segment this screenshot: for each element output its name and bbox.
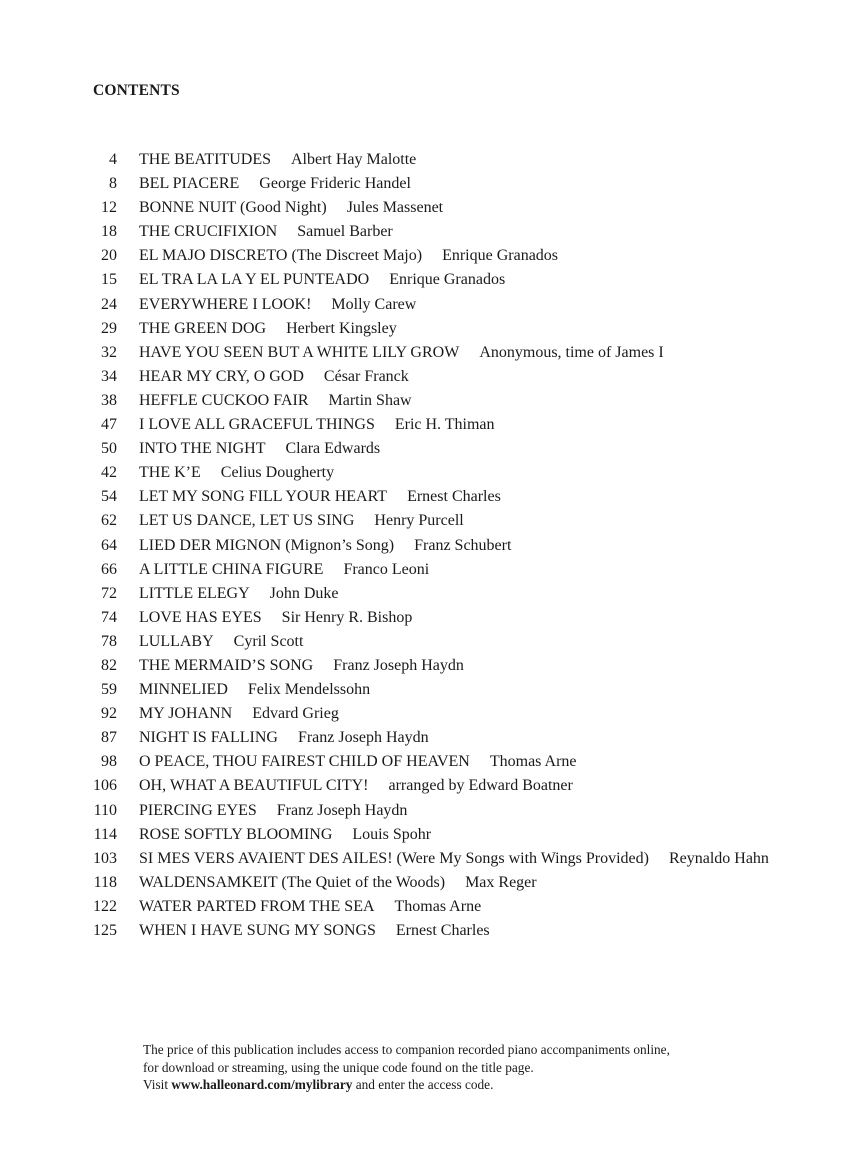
library-link[interactable]: www.halleonard.com/mylibrary [171,1077,353,1093]
composer-name: arranged by Edward Boatner [388,777,573,795]
contents-entry[interactable] [80,558,860,582]
page-number: 34 [101,367,117,385]
contents-entry[interactable] [80,268,860,292]
page-number: 38 [101,391,117,409]
song-title: WATER PARTED FROM THE SEA [139,897,375,915]
page-number: 122 [93,897,117,915]
page-number: 110 [93,801,117,819]
composer-name: Jules Massenet [346,199,444,217]
composer-name: Enrique Granados [442,247,559,265]
contents-entry[interactable] [80,895,860,919]
composer-name: Louis Spohr [352,825,432,843]
song-title: HEAR MY CRY, O GOD [139,367,304,385]
contents-entry[interactable] [80,774,860,798]
song-title: BEL PIACERE [139,175,240,193]
footer-line-2: for download or streaming, using the unique code found on the title page. [143,1059,534,1075]
footer-note [143,1041,843,1094]
song-title: THE MERMAID’S SONG [139,656,314,674]
song-title: LIED DER MIGNON (Mignon’s Song) [139,536,395,554]
song-title: NIGHT IS FALLING [139,729,278,747]
page-number: 66 [101,560,117,578]
page-number: 8 [109,175,117,193]
song-title: SI MES VERS AVAIENT DES AILES! (Were My Songs with Wings Provided) [139,849,649,867]
page-number: 59 [101,681,117,699]
contents-entry[interactable] [80,678,860,702]
contents-entry[interactable] [80,341,860,365]
contents-entry[interactable] [80,799,860,823]
footer-line-1: The price of this publication includes access to companion recorded piano accompaniments online, [143,1042,670,1057]
contents-entry[interactable] [80,630,860,654]
composer-name: Anonymous, time of James I [479,343,664,361]
page-number: 29 [101,319,117,337]
song-title: ROSE SOFTLY BLOOMING [139,825,333,843]
song-title: THE BEATITUDES [139,151,271,168]
page-number: 98 [101,753,117,771]
song-title: PIERCING EYES [139,801,257,819]
composer-name: Cyril Scott [233,632,304,650]
contents-entry[interactable] [80,437,860,461]
composer-name: Henry Purcell [374,512,464,530]
song-title: HEFFLE CUCKOO FAIR [139,391,309,409]
contents-entry[interactable] [80,823,860,847]
contents-entry[interactable] [80,750,860,774]
page-number: 78 [101,632,117,650]
page-number: 106 [93,777,117,795]
contents-entry[interactable] [80,413,860,437]
page-number: 47 [101,416,117,434]
song-title: OH, WHAT A BEAUTIFUL CITY! [139,777,369,795]
song-title: INTO THE NIGHT [139,440,266,458]
contents-entry[interactable] [80,244,860,268]
composer-name: Sir Henry R. Bishop [281,608,413,626]
contents-entry[interactable] [80,534,860,558]
song-title: LITTLE ELEGY [139,584,250,602]
contents-entry[interactable] [80,365,860,389]
page-number: 64 [101,536,117,554]
song-title: HAVE YOU SEEN BUT A WHITE LILY GROW [139,343,460,361]
composer-name: Enrique Granados [389,271,506,289]
contents-entry[interactable] [80,606,860,630]
page-number: 82 [101,656,117,674]
page-number: 118 [93,873,117,891]
composer-name: Franz Schubert [414,536,512,554]
page-number: 114 [93,825,117,843]
composer-name: Samuel Barber [297,223,393,241]
page-number: 62 [101,512,117,530]
song-title: EL TRA LA LA Y EL PUNTEADO [139,271,370,289]
page-number: 32 [101,343,117,361]
composer-name: Herbert Kingsley [286,319,397,337]
composer-name: Franz Joseph Haydn [276,801,408,819]
composer-name: Franco Leoni [343,560,430,578]
song-title: THE GREEN DOG [139,319,267,337]
page-number: 20 [101,247,117,265]
song-title: LOVE HAS EYES [139,608,262,626]
composer-name: Molly Carew [331,295,417,313]
page-number: 42 [101,464,117,482]
contents-entry[interactable] [80,389,860,413]
page-number: 54 [101,488,117,506]
composer-name: Franz Joseph Haydn [333,656,464,674]
composer-name: Eric H. Thiman [394,416,495,434]
composer-name: Max Reger [465,873,537,891]
song-title: A LITTLE CHINA FIGURE [139,560,324,578]
footer-suffix-text: and enter the access code. [355,1077,494,1093]
composer-name: Ernest Charles [395,922,490,939]
composer-name: Felix Mendelssohn [247,681,371,699]
page-title: CONTENTS [93,82,180,99]
page-number: 72 [101,584,117,602]
page-number: 24 [101,295,117,313]
song-title: THE K’E [139,464,201,482]
composer-name: George Frideric Handel [259,175,411,193]
contents-entry[interactable] [80,726,860,750]
composer-name: Reynaldo Hahn [668,849,769,867]
page-number: 74 [101,608,117,626]
contents-entry[interactable] [80,148,860,172]
song-title: EVERYWHERE I LOOK! [139,295,312,313]
song-title: LET MY SONG FILL YOUR HEART [139,488,388,506]
contents-entry[interactable] [80,654,860,678]
contents-entry[interactable] [80,220,860,244]
song-title: WALDENSAMKEIT (The Quiet of the Woods) [139,873,446,891]
song-title: WHEN I HAVE SUNG MY SONGS [139,922,376,939]
composer-name: Thomas Arne [489,753,577,771]
contents-entry[interactable] [80,172,860,196]
composer-name: Celius Dougherty [220,464,335,482]
contents-entry[interactable] [80,582,860,606]
contents-entry[interactable] [80,293,860,317]
song-title: LET US DANCE, LET US SING [139,512,355,530]
contents-entry[interactable] [80,919,860,943]
contents-entry[interactable] [80,509,860,533]
composer-name: Franz Joseph Haydn [297,729,429,747]
composer-name: César Franck [323,367,409,385]
page-number: 12 [101,199,117,217]
contents-entry[interactable] [80,847,860,871]
song-title: THE CRUCIFIXION [139,223,278,241]
contents-list [80,148,860,943]
page-number: 103 [93,849,117,867]
song-title: BONNE NUIT (Good Night) [139,199,327,217]
contents-entry[interactable] [80,196,860,220]
page-number: 50 [101,440,117,458]
composer-name: John Duke [269,584,339,602]
song-title: I LOVE ALL GRACEFUL THINGS [139,416,375,434]
composer-name: Ernest Charles [407,488,501,506]
contents-entry[interactable] [80,485,860,509]
song-title: O PEACE, THOU FAIREST CHILD OF HEAVEN [139,753,470,771]
song-title: LULLABY [139,632,214,650]
composer-name: Clara Edwards [285,440,381,458]
page-number: 15 [101,271,117,289]
page-number: 87 [101,729,117,747]
song-title: MY JOHANN [139,705,233,723]
composer-name: Albert Hay Malotte [290,151,417,168]
composer-name: Edvard Grieg [252,705,339,723]
page-number: 125 [93,922,117,939]
footer-line-3 [143,1076,843,1094]
page-number: 18 [101,223,117,241]
contents-entry[interactable] [80,317,860,341]
contents-entry[interactable] [80,871,860,895]
contents-entry[interactable] [80,461,860,485]
song-title: EL MAJO DISCRETO (The Discreet Majo) [139,247,423,265]
song-title: MINNELIED [139,681,228,699]
composer-name: Martin Shaw [328,391,412,409]
footer-visit-text: Visit [143,1077,169,1093]
composer-name: Thomas Arne [394,897,482,915]
page-number: 92 [101,705,117,723]
page-number: 4 [109,151,117,168]
contents-entry[interactable] [80,702,860,726]
